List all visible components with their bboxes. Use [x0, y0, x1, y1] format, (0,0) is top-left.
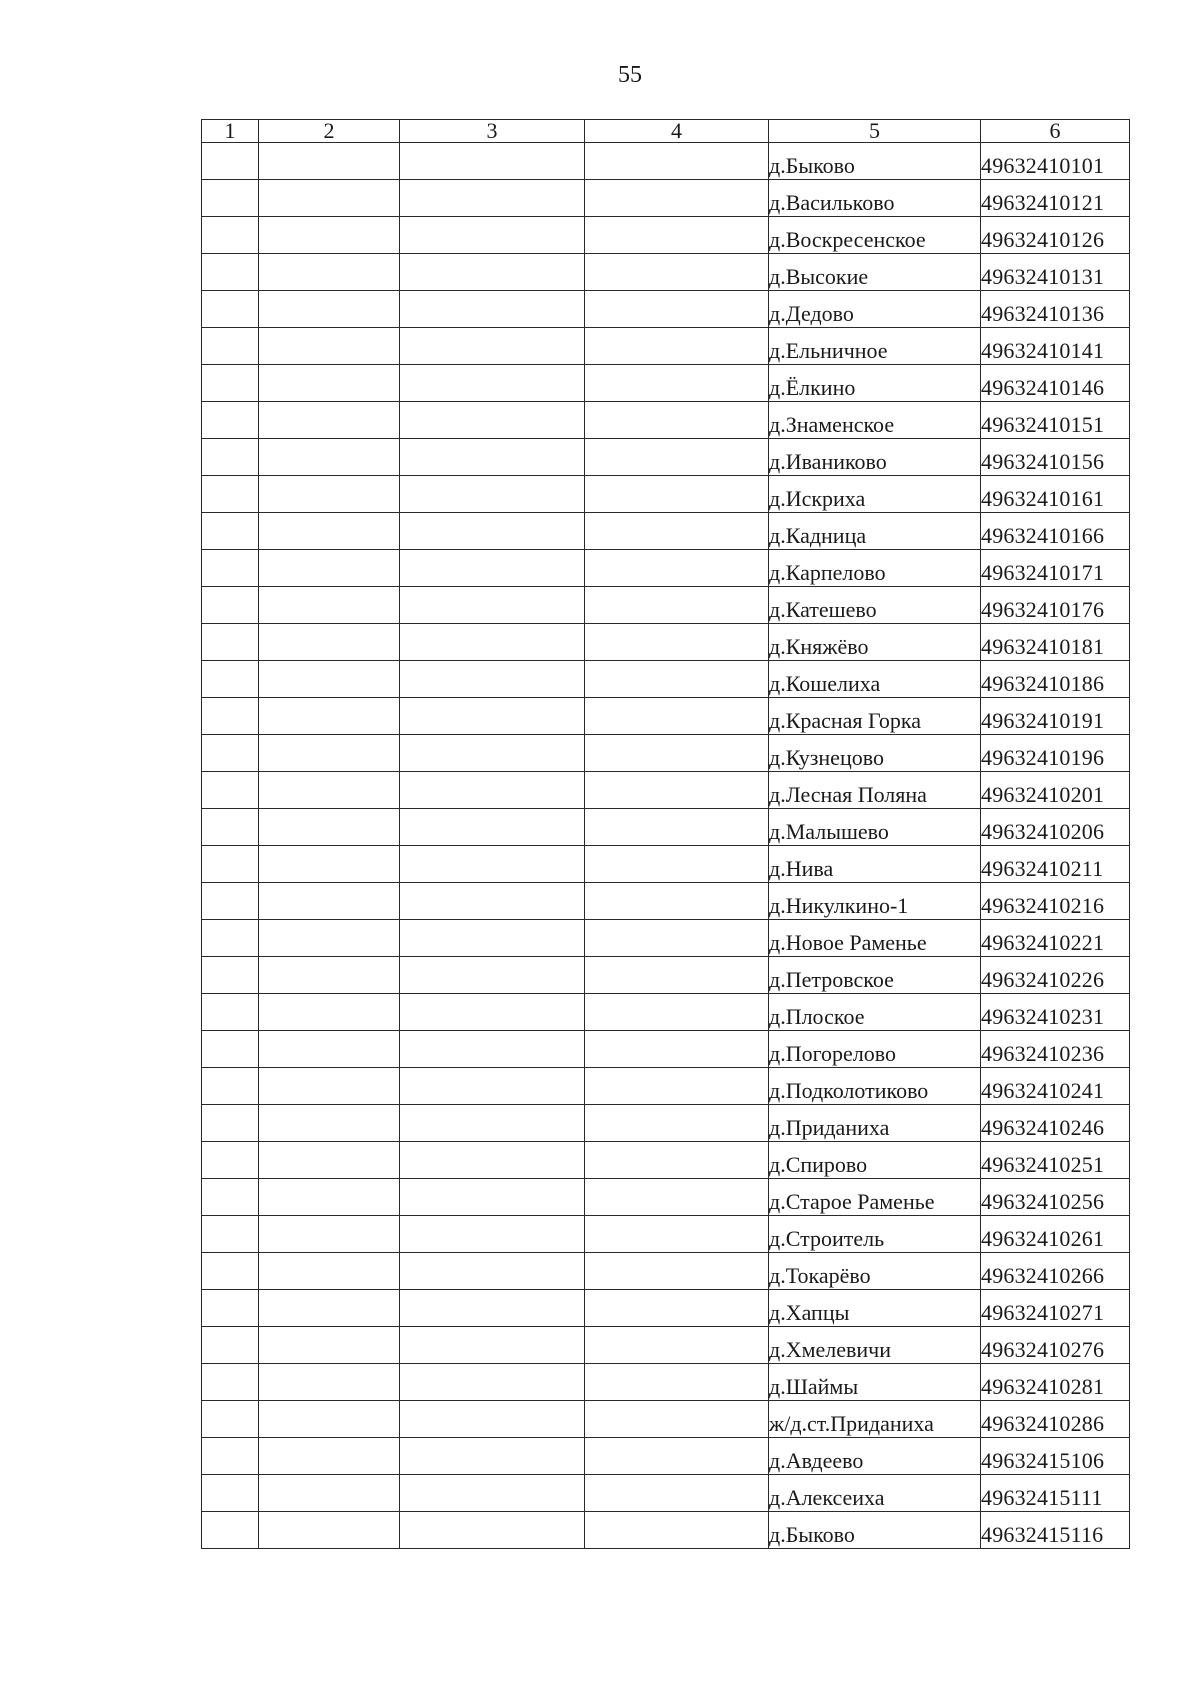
- settlement-name: д.Иваниково: [769, 439, 981, 476]
- settlement-name: д.Кузнецово: [769, 735, 981, 772]
- settlement-name: д.Токарёво: [769, 1253, 981, 1290]
- settlement-name: д.Ельничное: [769, 328, 981, 365]
- empty-cell: [585, 550, 769, 587]
- settlement-code: 49632410216: [981, 883, 1130, 920]
- column-header: 2: [259, 120, 400, 143]
- settlement-name: д.Искриха: [769, 476, 981, 513]
- settlement-code: 49632410281: [981, 1364, 1130, 1401]
- empty-cell: [202, 1438, 259, 1475]
- settlement-name: д.Авдеево: [769, 1438, 981, 1475]
- empty-cell: [259, 1364, 400, 1401]
- settlement-code: 49632410211: [981, 846, 1130, 883]
- empty-cell: [400, 291, 585, 328]
- table-row: [202, 920, 1130, 957]
- empty-cell: [400, 180, 585, 217]
- empty-cell: [202, 365, 259, 402]
- empty-cell: [259, 1290, 400, 1327]
- settlement-code: 49632410266: [981, 1253, 1130, 1290]
- empty-cell: [202, 254, 259, 291]
- table-row: [202, 513, 1130, 550]
- empty-cell: [400, 217, 585, 254]
- table-row: [202, 846, 1130, 883]
- empty-cell: [585, 1475, 769, 1512]
- empty-cell: [202, 513, 259, 550]
- empty-cell: [585, 957, 769, 994]
- empty-cell: [259, 1327, 400, 1364]
- empty-cell: [259, 476, 400, 513]
- table-row: [202, 180, 1130, 217]
- settlement-name: д.Петровское: [769, 957, 981, 994]
- empty-cell: [259, 772, 400, 809]
- empty-cell: [400, 402, 585, 439]
- empty-cell: [585, 291, 769, 328]
- empty-cell: [400, 883, 585, 920]
- settlement-name: д.Красная Горка: [769, 698, 981, 735]
- table-row: [202, 1142, 1130, 1179]
- empty-cell: [400, 550, 585, 587]
- column-header: 1: [202, 120, 259, 143]
- empty-cell: [259, 513, 400, 550]
- table-row: [202, 1179, 1130, 1216]
- empty-cell: [585, 772, 769, 809]
- empty-cell: [202, 735, 259, 772]
- empty-cell: [400, 1327, 585, 1364]
- settlement-name: д.Хмелевичи: [769, 1327, 981, 1364]
- empty-cell: [585, 661, 769, 698]
- empty-cell: [202, 1142, 259, 1179]
- table-row: [202, 1290, 1130, 1327]
- empty-cell: [259, 291, 400, 328]
- settlement-code: 49632410101: [981, 143, 1130, 180]
- settlement-code: 49632410226: [981, 957, 1130, 994]
- empty-cell: [585, 1068, 769, 1105]
- empty-cell: [259, 587, 400, 624]
- table-row: [202, 1512, 1130, 1549]
- table-row: [202, 550, 1130, 587]
- empty-cell: [202, 291, 259, 328]
- settlements-table: [201, 119, 1130, 1549]
- empty-cell: [202, 439, 259, 476]
- table-header-row: [202, 120, 1130, 143]
- settlement-name: д.Хапцы: [769, 1290, 981, 1327]
- empty-cell: [585, 1327, 769, 1364]
- empty-cell: [400, 1031, 585, 1068]
- empty-cell: [202, 1401, 259, 1438]
- settlement-code: 49632410221: [981, 920, 1130, 957]
- settlement-code: 49632410181: [981, 624, 1130, 661]
- empty-cell: [202, 809, 259, 846]
- empty-cell: [585, 1401, 769, 1438]
- empty-cell: [202, 1031, 259, 1068]
- empty-cell: [400, 476, 585, 513]
- column-header: 4: [585, 120, 769, 143]
- settlement-name: ж/д.ст.Приданиха: [769, 1401, 981, 1438]
- empty-cell: [585, 698, 769, 735]
- empty-cell: [400, 1216, 585, 1253]
- empty-cell: [259, 698, 400, 735]
- empty-cell: [400, 772, 585, 809]
- empty-cell: [585, 217, 769, 254]
- empty-cell: [400, 994, 585, 1031]
- settlement-name: д.Никулкино-1: [769, 883, 981, 920]
- empty-cell: [585, 1105, 769, 1142]
- empty-cell: [585, 143, 769, 180]
- settlement-code: 49632410251: [981, 1142, 1130, 1179]
- empty-cell: [259, 217, 400, 254]
- empty-cell: [585, 1364, 769, 1401]
- empty-cell: [585, 1512, 769, 1549]
- empty-cell: [400, 698, 585, 735]
- empty-cell: [585, 476, 769, 513]
- table-row: [202, 624, 1130, 661]
- table-row: [202, 254, 1130, 291]
- empty-cell: [259, 1068, 400, 1105]
- table-row: [202, 1253, 1130, 1290]
- table-row: [202, 994, 1130, 1031]
- empty-cell: [259, 254, 400, 291]
- empty-cell: [259, 1216, 400, 1253]
- empty-cell: [585, 1438, 769, 1475]
- settlement-code: 49632410136: [981, 291, 1130, 328]
- empty-cell: [259, 994, 400, 1031]
- empty-cell: [400, 328, 585, 365]
- settlement-name: д.Нива: [769, 846, 981, 883]
- empty-cell: [259, 1253, 400, 1290]
- empty-cell: [202, 698, 259, 735]
- empty-cell: [259, 957, 400, 994]
- settlement-code: 49632410231: [981, 994, 1130, 1031]
- empty-cell: [202, 476, 259, 513]
- empty-cell: [202, 402, 259, 439]
- empty-cell: [202, 920, 259, 957]
- empty-cell: [202, 1068, 259, 1105]
- empty-cell: [585, 1253, 769, 1290]
- table-row: [202, 809, 1130, 846]
- empty-cell: [400, 809, 585, 846]
- table-row: [202, 735, 1130, 772]
- settlement-name: д.Спирово: [769, 1142, 981, 1179]
- settlement-name: д.Строитель: [769, 1216, 981, 1253]
- settlement-name: д.Кошелиха: [769, 661, 981, 698]
- empty-cell: [259, 624, 400, 661]
- empty-cell: [585, 624, 769, 661]
- table-row: [202, 1401, 1130, 1438]
- empty-cell: [202, 957, 259, 994]
- empty-cell: [585, 365, 769, 402]
- settlement-code: 49632410126: [981, 217, 1130, 254]
- settlement-code: 49632410151: [981, 402, 1130, 439]
- empty-cell: [259, 1512, 400, 1549]
- settlement-code: 49632410236: [981, 1031, 1130, 1068]
- empty-cell: [202, 143, 259, 180]
- empty-cell: [259, 920, 400, 957]
- empty-cell: [585, 439, 769, 476]
- empty-cell: [585, 587, 769, 624]
- settlement-code: 49632415106: [981, 1438, 1130, 1475]
- settlement-code: 49632410271: [981, 1290, 1130, 1327]
- empty-cell: [400, 1253, 585, 1290]
- empty-cell: [585, 1179, 769, 1216]
- column-header: 5: [769, 120, 981, 143]
- settlement-code: 49632410246: [981, 1105, 1130, 1142]
- settlement-code: 49632410276: [981, 1327, 1130, 1364]
- table-row: [202, 365, 1130, 402]
- settlement-code: 49632410146: [981, 365, 1130, 402]
- settlement-code: 49632410241: [981, 1068, 1130, 1105]
- table-row: [202, 957, 1130, 994]
- settlement-code: 49632410141: [981, 328, 1130, 365]
- empty-cell: [259, 402, 400, 439]
- empty-cell: [202, 772, 259, 809]
- settlement-name: д.Подколотиково: [769, 1068, 981, 1105]
- empty-cell: [585, 809, 769, 846]
- empty-cell: [585, 1290, 769, 1327]
- empty-cell: [202, 1290, 259, 1327]
- settlement-name: д.Быково: [769, 1512, 981, 1549]
- settlement-code: 49632415111: [981, 1475, 1130, 1512]
- empty-cell: [400, 439, 585, 476]
- empty-cell: [400, 1364, 585, 1401]
- empty-cell: [202, 846, 259, 883]
- empty-cell: [259, 1142, 400, 1179]
- empty-cell: [259, 735, 400, 772]
- empty-cell: [585, 402, 769, 439]
- table-row: [202, 328, 1130, 365]
- table-row: [202, 661, 1130, 698]
- table-row: [202, 698, 1130, 735]
- empty-cell: [400, 1068, 585, 1105]
- empty-cell: [259, 1179, 400, 1216]
- empty-cell: [202, 180, 259, 217]
- empty-cell: [259, 365, 400, 402]
- table-row: [202, 217, 1130, 254]
- empty-cell: [202, 1216, 259, 1253]
- empty-cell: [202, 1105, 259, 1142]
- empty-cell: [202, 1327, 259, 1364]
- empty-cell: [400, 1512, 585, 1549]
- table-row: [202, 1105, 1130, 1142]
- empty-cell: [202, 1364, 259, 1401]
- empty-cell: [202, 550, 259, 587]
- table-row: [202, 476, 1130, 513]
- settlement-name: д.Лесная Поляна: [769, 772, 981, 809]
- column-header: 3: [400, 120, 585, 143]
- settlement-name: д.Погорелово: [769, 1031, 981, 1068]
- settlement-code: 49632410201: [981, 772, 1130, 809]
- empty-cell: [259, 1438, 400, 1475]
- table-row: [202, 439, 1130, 476]
- settlement-name: д.Старое Раменье: [769, 1179, 981, 1216]
- empty-cell: [202, 217, 259, 254]
- empty-cell: [202, 1179, 259, 1216]
- settlement-name: д.Малышево: [769, 809, 981, 846]
- empty-cell: [202, 994, 259, 1031]
- settlement-code: 49632410121: [981, 180, 1130, 217]
- empty-cell: [400, 1475, 585, 1512]
- table-row: [202, 1327, 1130, 1364]
- settlement-code: 49632410131: [981, 254, 1130, 291]
- page-number: 55: [618, 62, 642, 88]
- empty-cell: [202, 661, 259, 698]
- settlement-code: 49632410166: [981, 513, 1130, 550]
- table-body: [202, 143, 1130, 1549]
- settlement-name: д.Карпелово: [769, 550, 981, 587]
- empty-cell: [202, 624, 259, 661]
- column-header: 6: [981, 120, 1130, 143]
- settlement-name: д.Дедово: [769, 291, 981, 328]
- settlement-code: 49632410171: [981, 550, 1130, 587]
- settlement-name: д.Новое Раменье: [769, 920, 981, 957]
- empty-cell: [202, 328, 259, 365]
- settlement-name: д.Приданиха: [769, 1105, 981, 1142]
- empty-cell: [585, 920, 769, 957]
- settlement-code: 49632410156: [981, 439, 1130, 476]
- settlement-code: 49632410261: [981, 1216, 1130, 1253]
- empty-cell: [202, 1475, 259, 1512]
- empty-cell: [585, 254, 769, 291]
- table-row: [202, 772, 1130, 809]
- settlement-code: 49632410256: [981, 1179, 1130, 1216]
- empty-cell: [400, 735, 585, 772]
- empty-cell: [259, 809, 400, 846]
- table-row: [202, 1068, 1130, 1105]
- table-row: [202, 1216, 1130, 1253]
- empty-cell: [400, 365, 585, 402]
- settlement-name: д.Высокие: [769, 254, 981, 291]
- empty-cell: [400, 1105, 585, 1142]
- empty-cell: [259, 661, 400, 698]
- empty-cell: [202, 1512, 259, 1549]
- empty-cell: [259, 846, 400, 883]
- empty-cell: [259, 439, 400, 476]
- table-row: [202, 143, 1130, 180]
- table-row: [202, 587, 1130, 624]
- empty-cell: [400, 1290, 585, 1327]
- empty-cell: [585, 328, 769, 365]
- table-row: [202, 1438, 1130, 1475]
- empty-cell: [259, 143, 400, 180]
- empty-cell: [400, 1401, 585, 1438]
- empty-cell: [585, 994, 769, 1031]
- empty-cell: [400, 1142, 585, 1179]
- empty-cell: [585, 1142, 769, 1179]
- empty-cell: [202, 1253, 259, 1290]
- empty-cell: [400, 957, 585, 994]
- empty-cell: [400, 1438, 585, 1475]
- empty-cell: [259, 550, 400, 587]
- empty-cell: [585, 846, 769, 883]
- empty-cell: [585, 1031, 769, 1068]
- empty-cell: [585, 180, 769, 217]
- empty-cell: [202, 587, 259, 624]
- settlement-code: 49632410196: [981, 735, 1130, 772]
- empty-cell: [400, 624, 585, 661]
- empty-cell: [585, 513, 769, 550]
- empty-cell: [259, 1031, 400, 1068]
- empty-cell: [400, 1179, 585, 1216]
- empty-cell: [585, 1216, 769, 1253]
- settlement-name: д.Быково: [769, 143, 981, 180]
- settlement-name: д.Катешево: [769, 587, 981, 624]
- settlement-name: д.Кадница: [769, 513, 981, 550]
- settlement-name: д.Алексеиха: [769, 1475, 981, 1512]
- empty-cell: [400, 920, 585, 957]
- empty-cell: [259, 1401, 400, 1438]
- empty-cell: [400, 513, 585, 550]
- settlement-name: д.Княжёво: [769, 624, 981, 661]
- settlement-name: д.Ёлкино: [769, 365, 981, 402]
- settlement-name: д.Плоское: [769, 994, 981, 1031]
- settlement-name: д.Васильково: [769, 180, 981, 217]
- settlement-code: 49632410186: [981, 661, 1130, 698]
- empty-cell: [259, 1475, 400, 1512]
- empty-cell: [259, 883, 400, 920]
- settlement-name: д.Знаменское: [769, 402, 981, 439]
- settlement-code: 49632410206: [981, 809, 1130, 846]
- empty-cell: [259, 328, 400, 365]
- table-row: [202, 1475, 1130, 1512]
- empty-cell: [400, 587, 585, 624]
- empty-cell: [585, 883, 769, 920]
- empty-cell: [400, 143, 585, 180]
- settlement-code: 49632410176: [981, 587, 1130, 624]
- empty-cell: [400, 661, 585, 698]
- settlement-code: 49632410286: [981, 1401, 1130, 1438]
- empty-cell: [400, 846, 585, 883]
- empty-cell: [400, 254, 585, 291]
- empty-cell: [259, 180, 400, 217]
- table-row: [202, 402, 1130, 439]
- settlement-code: 49632410191: [981, 698, 1130, 735]
- table-row: [202, 291, 1130, 328]
- settlement-code: 49632410161: [981, 476, 1130, 513]
- settlement-code: 49632415116: [981, 1512, 1130, 1549]
- table-row: [202, 883, 1130, 920]
- table-row: [202, 1031, 1130, 1068]
- settlement-name: д.Воскресенское: [769, 217, 981, 254]
- table-row: [202, 1364, 1130, 1401]
- settlement-name: д.Шаймы: [769, 1364, 981, 1401]
- empty-cell: [259, 1105, 400, 1142]
- empty-cell: [202, 883, 259, 920]
- empty-cell: [585, 735, 769, 772]
